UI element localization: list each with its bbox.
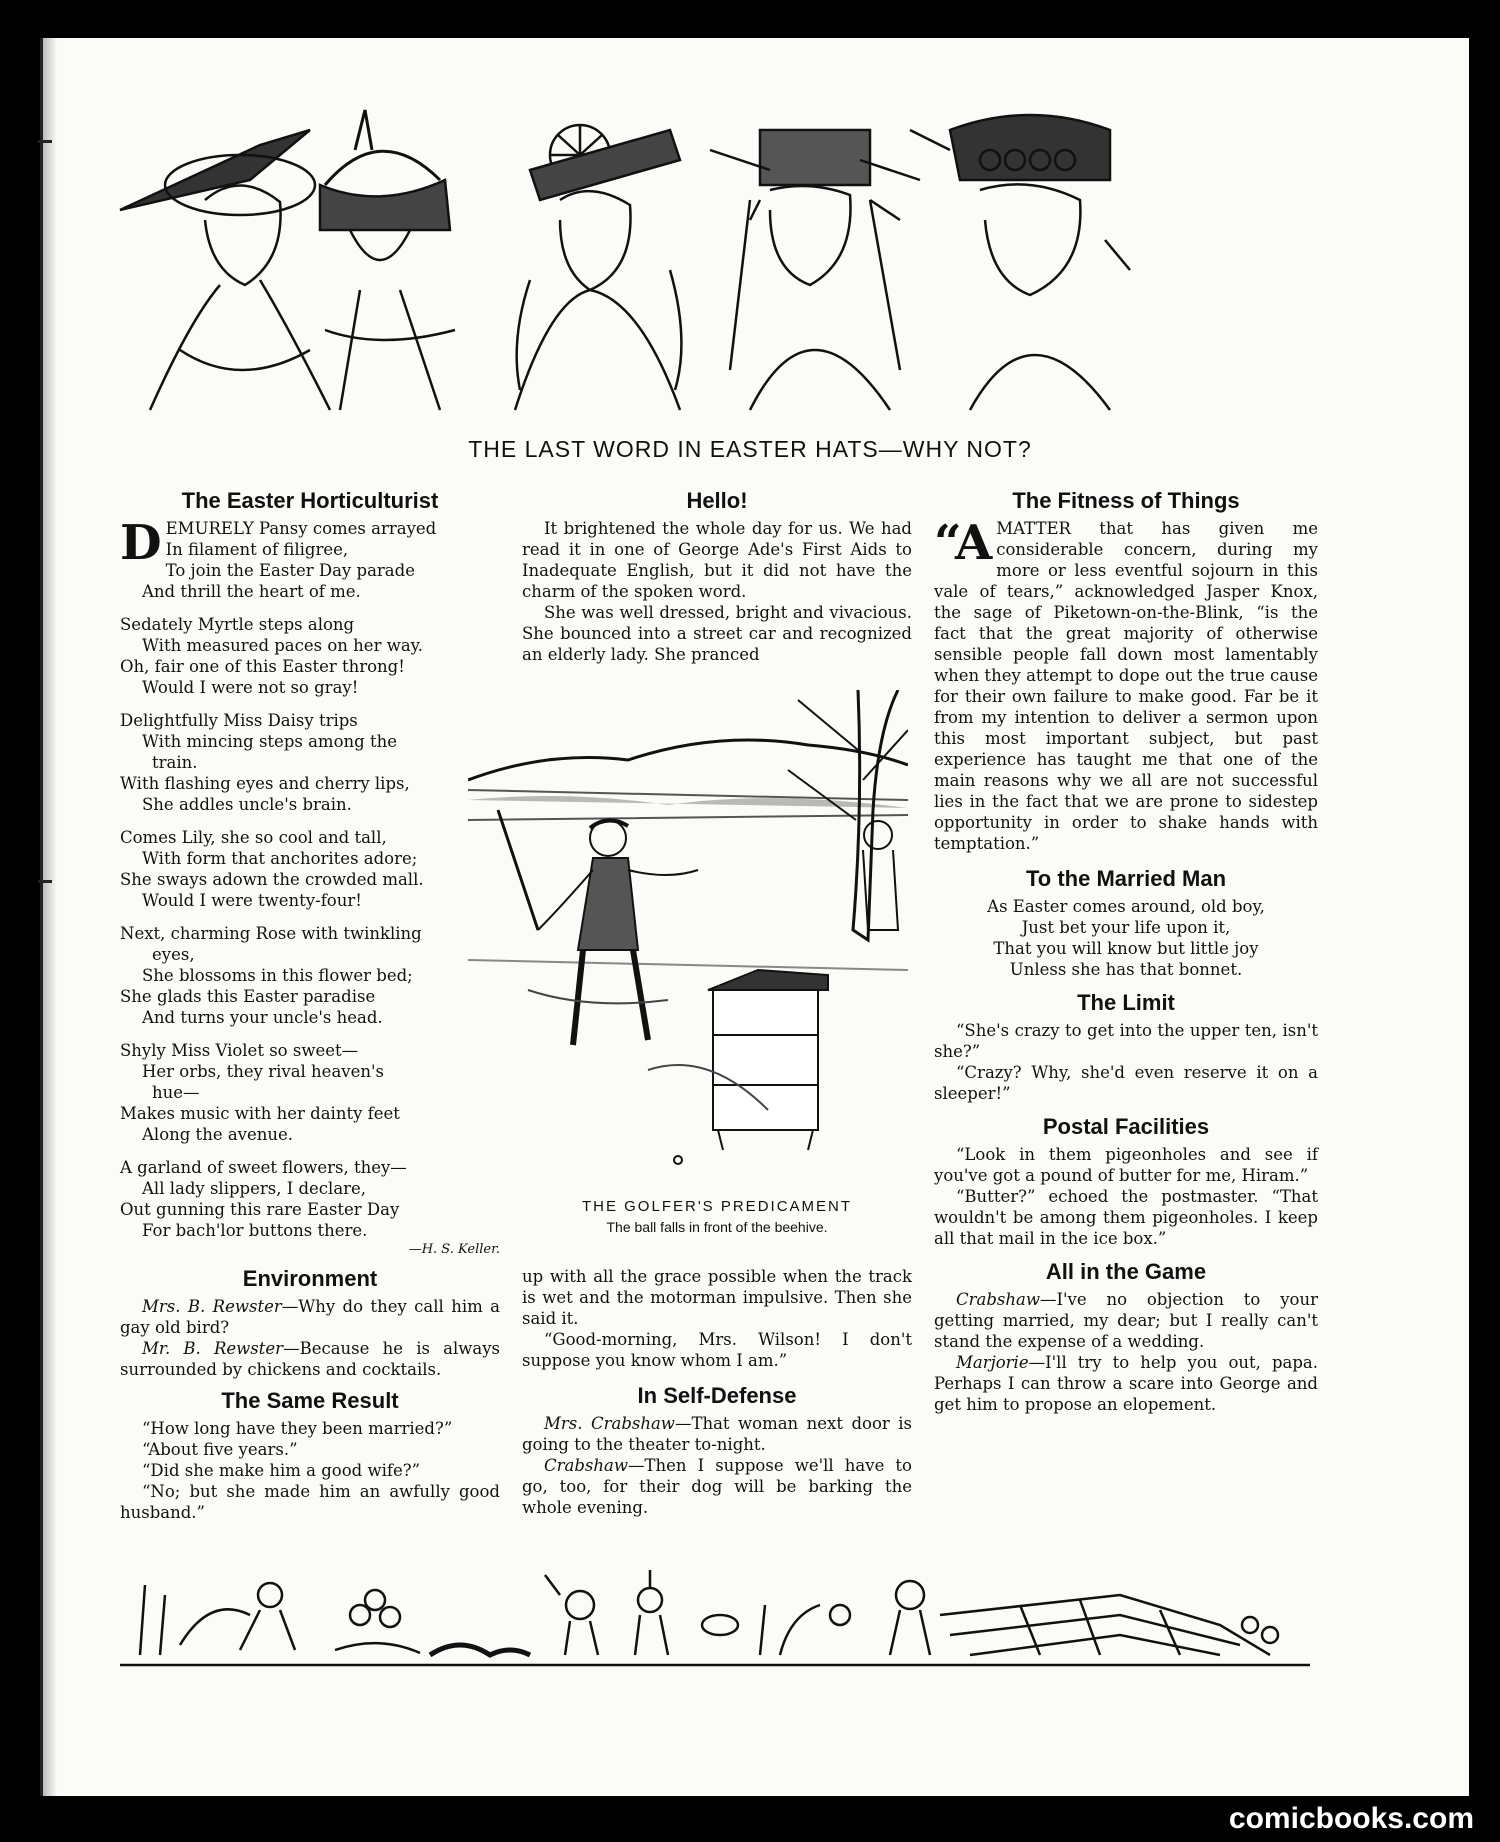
poem-line: hue— [152,1083,200,1102]
dialogue-line: “Crazy? Why, she'd even reserve it on a sleeper!” [934,1063,1318,1103]
poem-line: Her orbs, they rival heaven's [142,1062,385,1081]
dialogue-line: “About five years.” [142,1440,298,1459]
lady-figure-1 [120,130,330,410]
dialogue-line [120,1296,500,1338]
poem-line: With measured paces on her way. [142,636,424,655]
dialogue-text: —I'll try to help you out, papa. Perhaps I can throw a scare into George and get him to propose an elopement. [934,1353,1318,1414]
poem-line: To join the Easter Day parade [165,561,415,580]
poem-line: With form that anchorites adore; [142,849,418,868]
column-1 [120,488,500,1523]
dialogue-line [522,1413,912,1455]
poem-line: For bach'lor buttons there. [142,1221,368,1240]
poem-line: She sways adown the crowded mall. [120,870,424,889]
poem-line: Shyly Miss Violet so sweet— [120,1041,359,1060]
lady-figure-5 [910,115,1130,410]
speaker-name: Marjorie [956,1353,1029,1372]
poem-line: Along the avenue. [142,1125,294,1144]
fitness-title: The Fitness of Things [1012,488,1240,513]
dialogue-line: “Did she make him a good wife?” [142,1461,421,1480]
dialogue-line: “Look in them pigeonholes and see if you've got a pound of butter for me, Hiram.” [934,1145,1318,1185]
paragraph: It brightened the whole day for us. We had read it in one of George Ade's First Aids to Inadequate English, but it did not have the charm of the spoken word. [522,519,912,601]
poem-line: With flashing eyes and cherry lips, [120,774,410,793]
dialogue-line [522,1455,912,1518]
speaker-name: Crabshaw [544,1456,628,1475]
hello-title: Hello! [686,488,748,513]
poem-stanza [120,515,500,602]
poem-line: As Easter comes around, old boy, [987,897,1265,916]
speaker-name: Mrs. Crabshaw [544,1414,675,1433]
poem-line: She addles uncle's brain. [142,795,352,814]
game-title: All in the Game [1045,1259,1207,1284]
dialogue-line: “No; but she made him an awfully good husband.” [120,1482,500,1522]
paragraph [934,515,1318,854]
speaker-name: Mr. B. Rewster [142,1339,284,1358]
poem-line: Makes music with her dainty feet [120,1104,400,1123]
poem-line: Out gunning this rare Easter Day [120,1200,400,1219]
illustration-captions [522,1196,912,1238]
speaker-name: Mrs. B. Rewster [142,1297,282,1316]
poem-stanza [120,710,500,815]
poem-line: Would I were twenty-four! [142,891,362,910]
paragraph: She was well dressed, bright and vivacious. She bounced into a street car and recognized an elderly lady. She pranced [522,603,912,664]
poem-line: Next, charming Rose with twinkling [120,924,422,943]
poem-line: Delightfully Miss Daisy trips [120,711,358,730]
dialogue-text: —Because he is always surrounded by chickens and cocktails. [120,1339,501,1379]
golfer-illustration [468,690,908,1180]
poem-line: Sedately Myrtle steps along [120,615,355,634]
lady-figure-3 [515,125,681,410]
poem-line: In filament of filigree, [165,540,349,559]
poem-stanza [120,923,500,1028]
dialogue-line: “How long have they been married?” [142,1419,453,1438]
site-watermark: comicbooks.com [1228,1802,1474,1835]
drop-cap: D [120,515,162,571]
dialogue-text: —That woman next door is going to the theater to-night. [522,1414,912,1454]
dialogue-line [120,1338,500,1380]
binding-mark [38,140,52,143]
column-2-bottom [522,1266,912,1518]
illustration-caption: THE GOLFER'S PREDICAMENT [581,1198,853,1215]
poem-line: All lady slippers, I declare, [142,1179,367,1198]
poem-stanza [120,1040,500,1145]
column-2-top [522,488,912,665]
poem-stanza [120,827,500,911]
poem-line: And thrill the heart of me. [142,582,361,601]
limit-title: The Limit [1077,990,1175,1015]
dialogue-line: “She's crazy to get into the upper ten, isn't she?” [934,1021,1318,1061]
drop-cap: “A [934,515,993,571]
verse [934,896,1318,980]
poem-line: Unless she has that bonnet. [1009,960,1243,979]
insect-border-illustration [120,1555,1310,1670]
poem-line: With mincing steps among the [142,732,397,751]
poem-line: Comes Lily, she so cool and tall, [120,828,387,847]
dialogue-text: —Why do they call him a gay old bird? [120,1297,500,1337]
poem-line: And turns your uncle's head. [142,1008,383,1027]
self-defense-title: In Self-Defense [637,1383,797,1408]
binding-mark [38,880,52,883]
paragraph: up with all the grace possible when the track is wet and the motorman impulsive. Then she said it. [522,1267,912,1328]
horticulturist-title: The Easter Horticulturist [181,488,439,513]
dialogue-line [934,1352,1318,1415]
poem-line: Just bet your life upon it, [1021,918,1231,937]
dialogue-text: —Then I suppose we'll have to go, too, for their dog will be barking the whole evening. [522,1456,912,1517]
poem-line: A garland of sweet flowers, they— [120,1158,407,1177]
illustration-subcaption: The ball falls in front of the beehive. [606,1219,828,1235]
speaker-name: Crabshaw [956,1290,1040,1309]
poem-line: That you will know but little joy [993,939,1259,958]
poem-line: EMURELY Pansy comes arrayed [165,519,437,538]
married-man-title: To the Married Man [1025,866,1227,891]
lady-figure-2 [320,110,455,410]
poem-line: Would I were not so gray! [142,678,359,697]
same-result-title: The Same Result [221,1388,399,1413]
dialogue-line: “Butter?” echoed the postmaster. “That wouldn't be among them pigeonholes. I keep all that mail in the ice box.” [934,1187,1318,1248]
poem-line: eyes, [152,945,195,964]
postal-title: Postal Facilities [1042,1114,1210,1139]
poem-line: She blossoms in this flower bed; [142,966,413,985]
environment-title: Environment [242,1266,378,1291]
hats-art-title: THE LAST WORD IN EASTER HATS—WHY NOT? [468,436,1032,462]
easter-hats-illustration [110,90,1330,425]
poem-stanza [120,1157,500,1241]
poem-line: train. [152,753,198,772]
lady-figure-4 [710,130,920,410]
poem-stanza [120,614,500,698]
poem-line: She glads this Easter paradise [120,987,376,1006]
paragraph-text: MATTER that has given me considerable concern, during my more or less eventful sojourn in this vale of tears,” acknowledged Jasper Knox, the sage of Piketown-on-the-Blink, “is the fact that the great majority of otherwise sensible people fall down most lamentably when they attempt to dope out the true cause for their own failure to make good. Far be it from my intention to deliver a sermon upon this most important subject, but past experience has taught me that one of the main reasons why we all are not successful lies in the fact that we are prone to sidestep opportunity in order to shake hands with temptation.” [934,519,1318,853]
paragraph: “Good-morning, Mrs. Wilson! I don't suppose you know whom I am.” [522,1330,912,1370]
dialogue-text: —I've no objection to your getting married, my dear; but I really can't stand the expense of a wedding. [934,1290,1318,1351]
page-spine-shadow [43,38,57,1796]
dialogue-line [934,1289,1318,1352]
column-3 [934,488,1318,1415]
poem-line: Oh, fair one of this Easter throng! [120,657,405,676]
poem-signature: —H. S. Keller. [408,1242,500,1257]
